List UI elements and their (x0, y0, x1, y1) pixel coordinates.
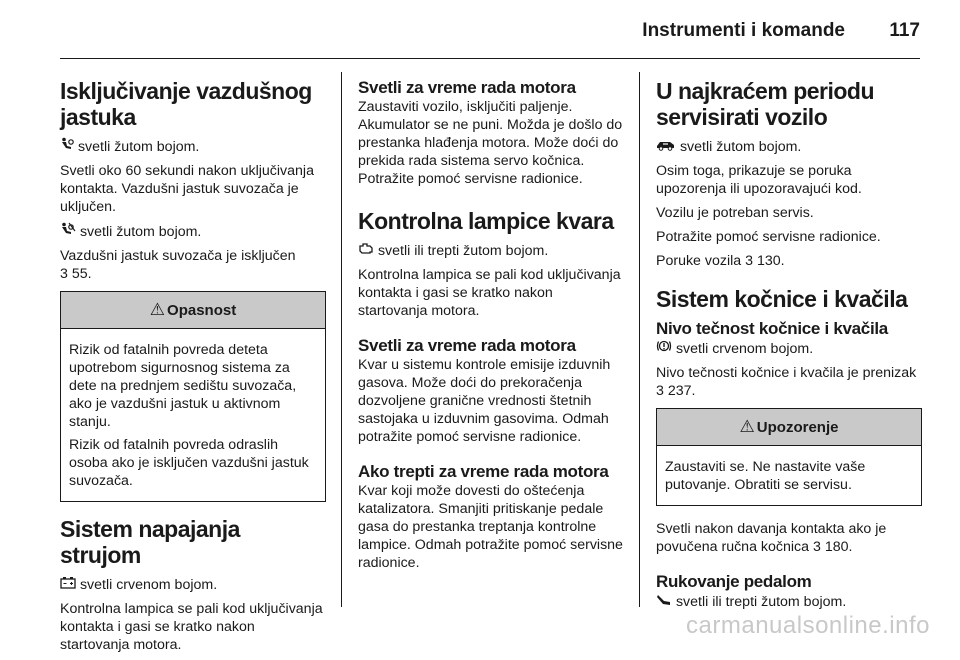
section-title-service-vehicle: U najkraćem periodu servisirati vozilo (656, 78, 875, 130)
brake-fluid-description: Nivo tečnosti kočnice i kvačila je prenizak (656, 365, 917, 381)
caution-box (656, 408, 922, 506)
column-3 (656, 78, 922, 617)
battery-icon (60, 575, 76, 593)
engine-check-icon (358, 241, 374, 259)
subheading-lit-while-running: Svetli za vreme rada motora (358, 78, 576, 97)
caution-text: Zaustaviti se. Ne nastavite vaše putovanje. Obratiti se servisu. (665, 459, 866, 493)
column-2 (358, 78, 624, 578)
watermark: carmanualsonline.info (686, 612, 930, 639)
danger-box (60, 291, 326, 502)
reference-arrow-icon: 3 (812, 539, 821, 555)
pedal-icon (656, 592, 672, 610)
reference-arrow-icon: 3 (60, 266, 68, 282)
service-light-text: svetli žutom bojom. (679, 139, 802, 155)
column-divider-2 (639, 72, 640, 607)
reference-arrow-icon: 3 (656, 383, 664, 399)
service-wrench-car-icon (656, 137, 676, 155)
subheading-brake-fluid-level: Nivo tečnost kočnice i kvačila (656, 319, 888, 338)
flashing-while-running-text: Kvar koji može dovesti do oštećenja katalizatora. Smanjiti pritiskanje pedale gasa do prestanka treptanja kontrolne lampice. Odmah potražite pomoć servisne radionice. (358, 483, 623, 571)
airbag-on-text: svetli žutom bojom. (77, 139, 200, 155)
page-reference-link[interactable]: 55. (71, 266, 92, 282)
section-title-power-system: Sistem napajanja strujom (60, 516, 240, 568)
lit-while-running-text: Zaustaviti vozilo, isključiti paljenje. Akumulator se ne puni. Možda je došlo do prestanka hlađenja motora. Može doći do prekida rada sistema servo kočnica. Potražite pomoć servisne radionice. (358, 99, 623, 187)
subheading-flashing-while-running: Ako trepti za vreme rada motora (358, 462, 609, 481)
airbag-off-description: Vazdušni jastuk suvozača je isključen (60, 248, 296, 264)
airbag-on-description: Svetli oko 60 sekundi nakon uključivanja kontakta. Vazdušni jastuk suvozača je uključen. (60, 163, 314, 215)
subheading-pedal-operation: Rukovanje pedalom (656, 572, 812, 591)
pedal-light-text: svetli ili trepti žutom bojom. (675, 594, 847, 610)
reference-arrow-icon: 3 (745, 253, 754, 269)
warning-triangle-icon: ⚠ (739, 417, 755, 436)
brake-fluid-icon (656, 339, 672, 357)
page-reference-link[interactable]: 237. (667, 383, 696, 399)
danger-box-header (61, 292, 325, 329)
malfunction-light-text: svetli ili trepti žutom bojom. (377, 243, 549, 259)
running-header-title: Instrumenti i komande (642, 20, 845, 41)
header-rule (60, 58, 920, 59)
battery-light-description: Kontrolna lampica se pali kod uključivanja kontakta i gasi se kratko nakon startovanja motora. (60, 601, 323, 653)
page-header (0, 0, 960, 62)
brake-fluid-light-text: svetli crvenom bojom. (675, 341, 814, 357)
subheading-lit-while-running-2: Svetli za vreme rada motora (358, 336, 576, 355)
danger-text-1: Rizik od fatalnih povreda deteta upotrebom sigurnosnog sistema za dete na prednjem sedištu suvozača, ako je vazdušni jastuk u aktivnom stanju. (69, 342, 297, 430)
service-needed-text: Vozilu je potreban servis. (656, 205, 814, 221)
section-title-brake-clutch: Sistem kočnice i kvačila (656, 286, 908, 312)
column-divider-1 (341, 72, 342, 607)
caution-box-title: Upozorenje (756, 418, 839, 436)
column-1 (60, 78, 326, 660)
service-light-description: Osim toga, prikazuje se poruka upozorenja ili upozoravajući kod. (656, 163, 862, 197)
airbag-off-icon (60, 222, 76, 240)
lit-while-running-text-2: Kvar u sistemu kontrole emisije izduvnih gasova. Može doći do prekoračenja dozvoljene granične vrednosti štetnih sastojaka u izduvnim gasovima. Odmah potražite pomoć servisne radionice. (358, 357, 611, 445)
danger-text-2: Rizik od fatalnih povreda odraslih osoba ako je isključen vazdušni jastuk suvozača. (69, 437, 309, 489)
malfunction-light-description: Kontrolna lampica se pali kod uključivanja kontakta i gasi se kratko nakon startovanja motora. (358, 267, 621, 319)
battery-light-text: svetli crvenom bojom. (79, 577, 218, 593)
parking-brake-text: Svetli nakon davanja kontakta ako je povučena ručna kočnica (656, 521, 887, 555)
vehicle-messages-text: Poruke vozila (656, 253, 742, 269)
page-number: 117 (889, 20, 920, 41)
section-title-malfunction-light: Kontrolna lampice kvara (358, 208, 614, 234)
warning-triangle-icon: ⚠ (149, 300, 166, 319)
danger-box-title: Opasnost (167, 301, 237, 319)
page-reference-link[interactable]: 180. (824, 539, 853, 555)
section-title-airbag-deactivation: Isključivanje vazdušnog jastuka (60, 78, 312, 130)
airbag-off-text: svetli žutom bojom. (79, 224, 202, 240)
page-reference-link[interactable]: 130. (756, 253, 785, 269)
airbag-on-icon (60, 137, 74, 155)
caution-box-header (657, 409, 921, 446)
service-help-text: Potražite pomoć servisne radionice. (656, 229, 881, 245)
